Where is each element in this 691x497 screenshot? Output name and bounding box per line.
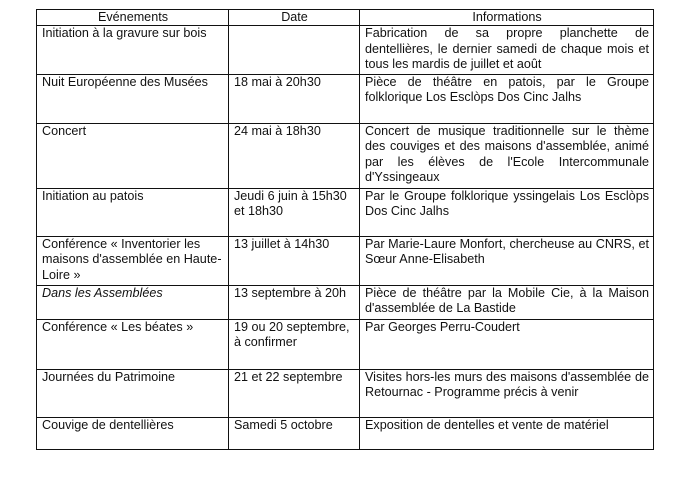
info-cell: Pièce de théâtre par la Mobile Cie, à la Maison d'assemblée de La Bastide: [360, 286, 654, 320]
date-cell: 21 et 22 septembre: [229, 369, 360, 417]
date-cell: 24 mai à 18h30: [229, 124, 360, 189]
date-cell: 18 mai à 20h30: [229, 75, 360, 124]
date-cell: 13 septembre à 20h: [229, 286, 360, 320]
table-row: [37, 124, 654, 189]
event-title-italic: Dans les Assemblées: [42, 286, 163, 301]
event-cell: Initiation à la gravure sur bois: [37, 26, 229, 75]
date-cell: Jeudi 6 juin à 15h30 et 18h30: [229, 189, 360, 237]
table-row: [37, 26, 654, 75]
info-cell: Visites hors-les murs des maisons d'assemblée de Retournac - Programme précis à venir: [360, 369, 654, 417]
header-date: Date: [229, 10, 360, 26]
event-cell: Conférence « Les béates »: [37, 319, 229, 369]
table-header-row: [37, 10, 654, 26]
info-cell: Fabrication de sa propre planchette de dentellières, le dernier samedi de chaque mois et tous les mardis de juillet et août: [360, 26, 654, 75]
date-cell: [229, 26, 360, 75]
table-row: [37, 319, 654, 369]
event-cell: Nuit Européenne des Musées: [37, 75, 229, 124]
table-row: [37, 369, 654, 417]
event-cell: [37, 286, 229, 320]
date-cell: 19 ou 20 septembre, à confirmer: [229, 319, 360, 369]
event-cell: Concert: [37, 124, 229, 189]
table-row: [37, 417, 654, 449]
info-cell: Par Georges Perru-Coudert: [360, 319, 654, 369]
info-cell: Concert de musique traditionnelle sur le thème des couviges et des maisons d'assemblée, animé par les élèves de l'Ecole Intercommunale d'Yssingeaux: [360, 124, 654, 189]
event-cell: Couvige de dentellières: [37, 417, 229, 449]
info-cell: Par Marie-Laure Monfort, chercheuse au CNRS, et Sœur Anne-Elisabeth: [360, 237, 654, 286]
header-informations: Informations: [360, 10, 654, 26]
table-row: [37, 75, 654, 124]
events-table: [36, 9, 654, 450]
date-cell: 13 juillet à 14h30: [229, 237, 360, 286]
table-row: [37, 237, 654, 286]
table-row: [37, 189, 654, 237]
header-events: Evénements: [37, 10, 229, 26]
date-cell: Samedi 5 octobre: [229, 417, 360, 449]
info-cell: Pièce de théâtre en patois, par le Groupe folklorique Los Esclòps Dos Cinc Jalhs: [360, 75, 654, 124]
info-cell: Par le Groupe folklorique yssingelais Los Esclòps Dos Cinc Jalhs: [360, 189, 654, 237]
event-cell: Initiation au patois: [37, 189, 229, 237]
event-cell: Conférence « Inventorier les maisons d'assemblée en Haute-Loire »: [37, 237, 229, 286]
info-cell: Exposition de dentelles et vente de matériel: [360, 417, 654, 449]
table-row: [37, 286, 654, 320]
event-cell: Journées du Patrimoine: [37, 369, 229, 417]
